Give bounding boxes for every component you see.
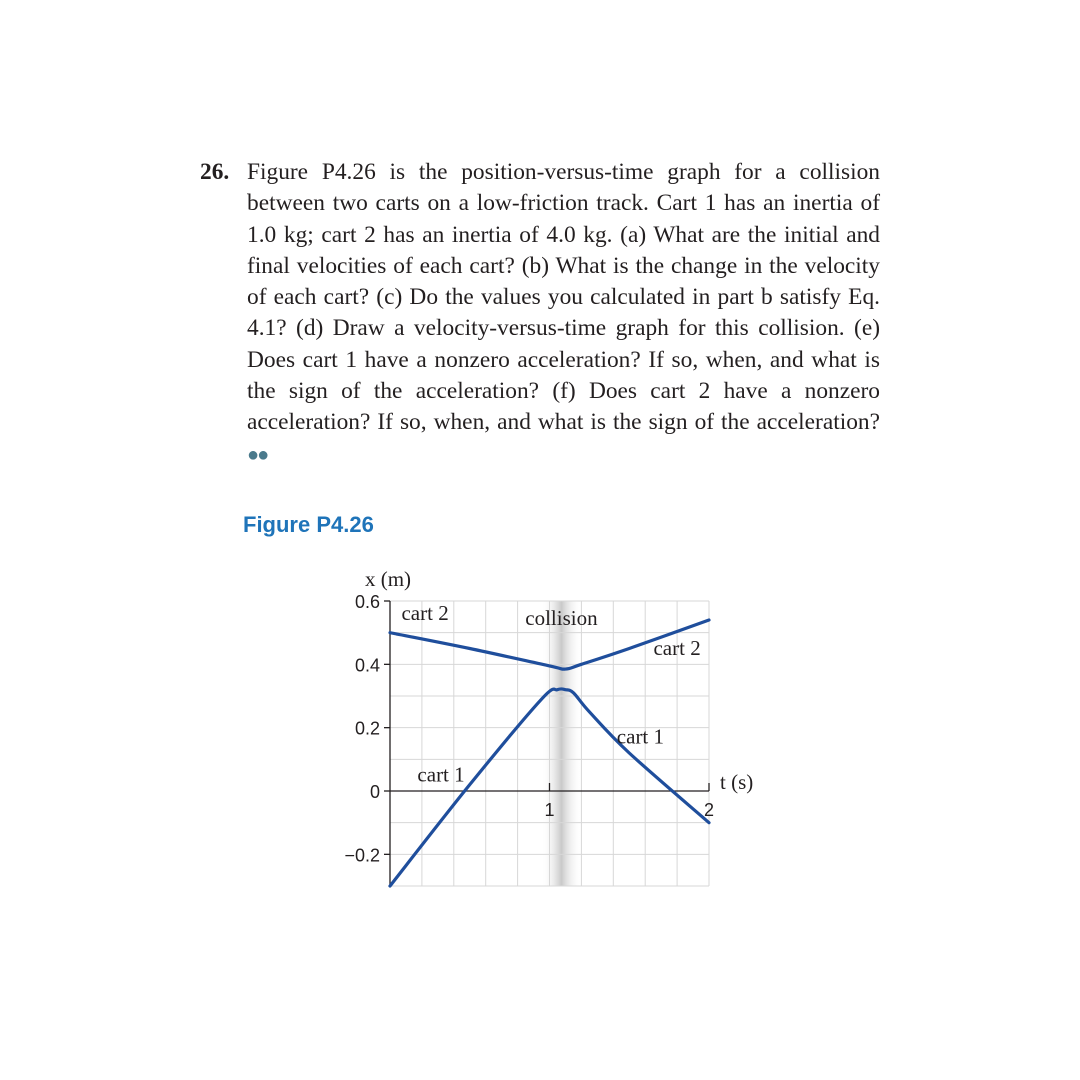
y-tick-label: 0.4 [354, 655, 380, 676]
difficulty-dots-icon: ●● [247, 443, 268, 466]
series-annotation: cart 2 [401, 601, 449, 625]
problem-text: Figure P4.26 is the position-versus-time graph for a collision between two carts on a low-friction track. Cart 1 has an inertia of 1.0 kg; cart 2 has an inertia of 4.0 kg. (a) What are the initial and final velocities of each cart? (b) What is the change in the velocity of each cart? (c) Do the values you calculated in part b satisfy Eq. 4.1? (d) Draw a velocity-versus-time graph for this collision. (e) Does cart 1 have a nonzero acceleration? If so, when, and what is the sign of the acceleration? (f) Does cart 2 have a nonzero acceleration? If so, when, and what is the sign of the acceleration? [247, 159, 880, 436]
x-tick-label: 1 [544, 800, 555, 820]
collision-band [542, 601, 582, 886]
collision-label: collision [525, 606, 598, 630]
y-tick-label: 0.2 [354, 718, 380, 739]
series-annotation: cart 1 [616, 724, 665, 749]
y-tick-label: 0 [369, 782, 380, 802]
series-annotation: cart 1 [417, 762, 465, 787]
y-tick-label: −0.2 [344, 845, 380, 866]
x-axis-title: t (s) [720, 770, 754, 794]
series-annotation: cart 2 [653, 635, 701, 660]
y-axis-title: x (m) [364, 567, 412, 591]
y-tick-label: 0.6 [354, 592, 380, 612]
x-tick-label: 2 [703, 800, 715, 820]
figure-label: Figure P4.26 [243, 512, 374, 537]
problem-number: 26. [200, 159, 230, 185]
